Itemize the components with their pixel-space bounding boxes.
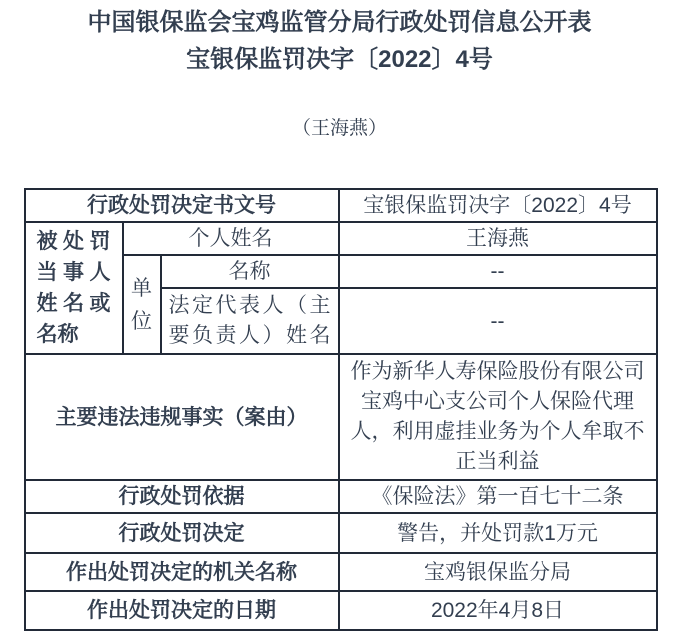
table-row-penalty-decision (25, 513, 657, 553)
violation-facts-value: 作为新华人寿保险股份有限公司宝鸡中心支公司个人保险代理人，利用虚挂业务为个人牟取不正当利益 (339, 354, 657, 480)
penalty-basis-value: 《保险法》第一百七十二条 (339, 480, 657, 513)
legal-rep-value: -- (339, 288, 657, 354)
decision-authority-label: 作出处罚决定的机关名称 (25, 553, 339, 591)
penalty-disclosure-page (24, 0, 656, 631)
personal-name-value: 王海燕 (339, 222, 657, 255)
penalty-decision-label: 行政处罚决定 (25, 513, 339, 553)
doc-no-label: 行政处罚决定书文号 (25, 189, 339, 222)
legal-rep-label: 法定代表人（主要负责人）姓名 (161, 288, 339, 354)
table-row-personal-name (25, 222, 657, 255)
violation-facts-label: 主要违法违规事实（案由） (25, 354, 339, 480)
unit-name-label: 名称 (161, 255, 339, 288)
decision-authority-value: 宝鸡银保监分局 (339, 553, 657, 591)
penalty-info-table (24, 188, 658, 631)
unit-label: 单位 (123, 255, 161, 354)
table-row-penalty-basis (25, 480, 657, 513)
document-number-title: 宝银保监罚决字〔2022〕4号 (186, 46, 493, 73)
page-title: 中国银保监会宝鸡监管分局行政处罚信息公开表 (87, 9, 592, 36)
unit-name-value: -- (339, 255, 657, 288)
personal-name-label: 个人姓名 (123, 222, 339, 255)
punished-party-group-label: 被处罚当事人姓名或名称 (25, 222, 123, 354)
decision-date-label: 作出处罚决定的日期 (25, 591, 339, 630)
penalty-decision-value: 警告，并处罚款1万元 (339, 513, 657, 553)
table-row-decision-date (25, 591, 657, 630)
table-row-violation-facts (25, 354, 657, 480)
title-block (24, 0, 656, 78)
subject-name: （王海燕） (291, 118, 387, 139)
table-row-decision-authority (25, 553, 657, 591)
table-row-doc-no (25, 189, 657, 222)
doc-no-value: 宝银保监罚决字〔2022〕4号 (339, 189, 657, 222)
penalty-basis-label: 行政处罚依据 (25, 480, 339, 513)
decision-date-value: 2022年4月8日 (339, 591, 657, 630)
